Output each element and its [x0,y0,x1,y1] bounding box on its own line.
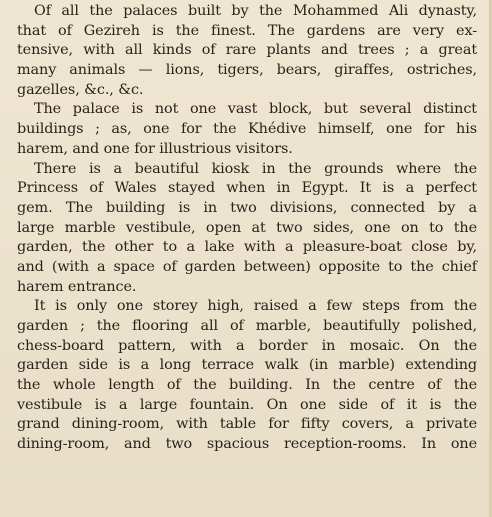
text-line: The palace is not one vast block, but several distinct [34,101,477,118]
text-line: grand dining-room, with table for fifty covers, a private [17,416,477,433]
text-line: Of all the palaces built by the Mohammed Ali dynasty, [34,3,477,19]
text-line: chess-board pattern, with a border in mosaic. On the [17,337,477,354]
paragraph-kiosk [17,160,477,298]
text-line: large marble vestibule, open at two sides, one on to the [17,219,477,236]
text-line: gazelles, &c., &c. [17,81,144,98]
text-line: harem entrance. [17,278,137,295]
paragraph-palace-buildings [17,100,477,159]
text-line: dining-room, and two spacious reception-rooms. In one [17,436,477,453]
text-line: vestibule is a large fountain. On one side of it is the [17,396,477,413]
text-line: tensive, with all kinds of rare plants and trees ; a great [17,42,477,59]
text-line: and (with a space of garden between) opposite to the chief [17,258,477,275]
text-line: garden ; the flooring all of marble, beautifully polished, [17,318,477,334]
text-line: There is a beautiful kiosk in the grounds where the [34,160,477,177]
page-text [17,2,477,455]
text-line: the whole length of the building. In the centre of the [17,377,477,394]
text-line: garden, the other to a lake with a pleasure-boat close by, [17,239,477,256]
text-line: garden side is a long terrace walk (in marble) extending [17,357,477,374]
text-line: Princess of Wales stayed when in Egypt. It is a perfect [17,180,477,197]
paragraph-storey [17,297,477,455]
text-line: buildings ; as, one for the Khédive himself, one for his [17,121,477,138]
text-line: harem, and one for illustrious visitors. [17,140,293,157]
text-line: that of Gezireh is the finest. The gardens are very ex- [17,22,477,39]
paragraph-gezireh-palace [17,2,477,100]
text-line: many animals — lions, tigers, bears, giraffes, ostriches, [17,62,477,79]
text-line: It is only one storey high, raised a few steps from the [34,298,477,315]
text-line: gem. The building is in two divisions, connected by a [17,199,477,216]
